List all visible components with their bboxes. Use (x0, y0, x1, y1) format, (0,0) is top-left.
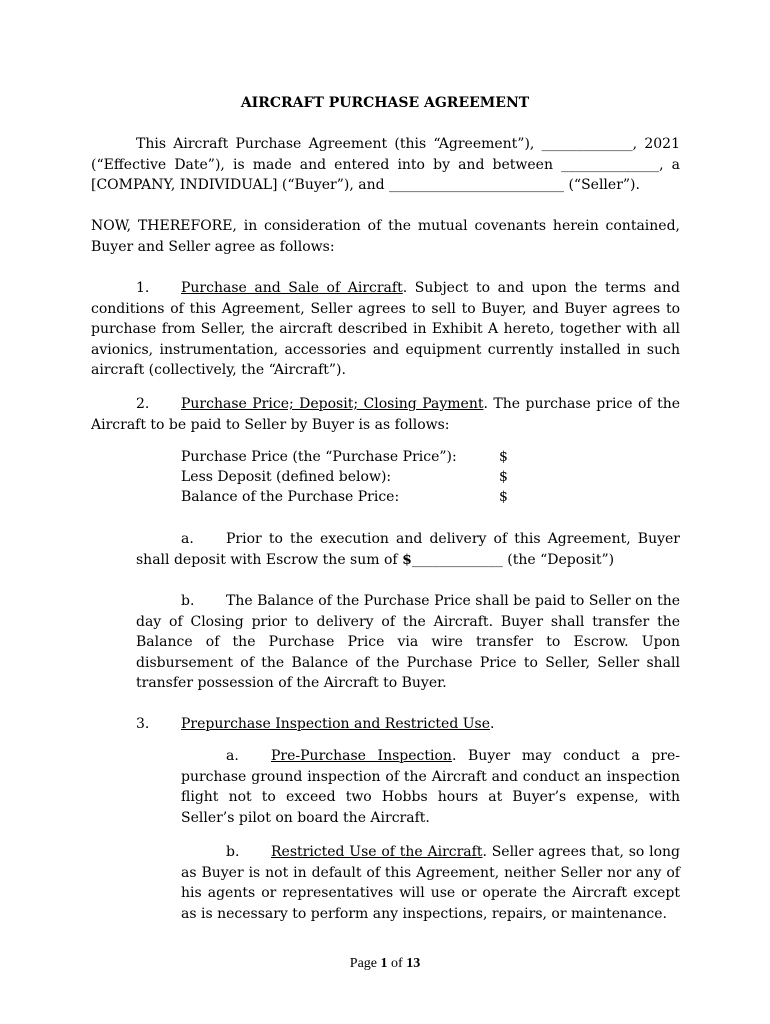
section-3-period: . (490, 716, 495, 732)
section-2b (136, 591, 680, 694)
deposit-amount-symbol: $ (402, 551, 412, 568)
section-3-heading: Prepurchase Inspection and Restricted Use (181, 716, 491, 732)
page-number-current: 1 (380, 956, 388, 971)
price-line-label: Less Deposit (defined below): (181, 469, 392, 485)
price-line-less-deposit (181, 467, 521, 487)
section-2-number: 2. (136, 396, 150, 412)
recital-paragraph (91, 216, 680, 257)
section-3a (181, 746, 680, 828)
section-3b (181, 842, 680, 924)
price-line-value: $ (499, 449, 508, 465)
intro-paragraph (91, 134, 680, 196)
section-3a-number: a. (226, 748, 239, 764)
section-2-text: . The purchase price of the Aircraft to be paid to Seller by Buyer is as follows: (91, 396, 681, 433)
section-3 (136, 714, 680, 735)
section-1-number: 1. (136, 280, 150, 296)
section-3-number: 3. (136, 716, 150, 732)
price-line-balance (181, 487, 521, 507)
section-2a-number: a. (181, 531, 194, 547)
document-title: AIRCRAFT PURCHASE AGREEMENT (240, 95, 530, 111)
section-2a-text: Prior to the execution and delivery of this Agreement, Buyer shall deposit with Escrow the sum of (136, 531, 680, 568)
section-3a-text: . Buyer may conduct a pre-purchase ground inspection of the Aircraft and conduct an inspection flight not to exceed two Hobbs hours at Buyer’s expense, with Seller’s pilot on board the Aircraft. (181, 748, 681, 826)
section-3b-heading: Restricted Use of the Aircraft (271, 844, 483, 860)
section-2a-text-after: _____________ (the “Deposit”) (411, 551, 615, 568)
section-1-text: . Subject to and upon the terms and conditions of this Agreement, Seller agrees to sell to Buyer, and Buyer agrees to purchase from Seller, the aircraft described in Exhibit A hereto, together with all avionics, instrumentation, accessories and equipment currently installed in such aircraft (collectively, the “Aircraft”). (91, 280, 680, 378)
section-3b-number: b. (226, 844, 240, 860)
section-2b-number: b. (181, 593, 195, 609)
section-1-heading: Purchase and Sale of Aircraft (181, 280, 403, 296)
page-footer-prefix: Page (349, 956, 381, 971)
section-1 (91, 278, 680, 381)
section-2 (91, 394, 680, 435)
recital-text: NOW, THEREFORE, in consideration of the mutual covenants herein contained, Buyer and Seller agree as follows: (91, 218, 680, 255)
section-2-heading: Purchase Price; Deposit; Closing Payment (181, 396, 484, 412)
section-3a-heading: Pre-Purchase Inspection (271, 748, 452, 764)
price-line-value: $ (499, 469, 508, 485)
page-footer (0, 954, 770, 974)
price-line-label: Balance of the Purchase Price: (181, 489, 400, 505)
intro-text: This Aircraft Purchase Agreement (this “Agreement”), _____________, 2021 (“Effective Date”), is made and entered into by and between ______________, a [COMPANY, INDIVIDUAL] (“Buyer”), and _________________________ (“Seller”). (91, 136, 680, 193)
price-line-value: $ (499, 489, 508, 505)
page-footer-middle: of (387, 956, 407, 971)
page-number-total: 13 (406, 956, 421, 971)
price-line-purchase-price (181, 447, 521, 467)
section-2a (136, 529, 680, 570)
price-line-label: Purchase Price (the “Purchase Price”): (181, 449, 457, 465)
section-3b-text: . Seller agrees that, so long as Buyer is not in default of this Agreement, neither Seller nor any of his agents or representatives will use or operate the Aircraft except as is necessary to perform any inspections, repairs, or maintenance. (181, 844, 680, 922)
section-2b-text: The Balance of the Purchase Price shall be paid to Seller on the day of Closing prior to delivery of the Aircraft. Buyer shall transfer the Balance of the Purchase Price via wire transfer to Escrow. Upon disbursement of the Balance of the Purchase Price to Seller, Seller shall transfer possession of the Aircraft to Buyer. (136, 593, 680, 691)
